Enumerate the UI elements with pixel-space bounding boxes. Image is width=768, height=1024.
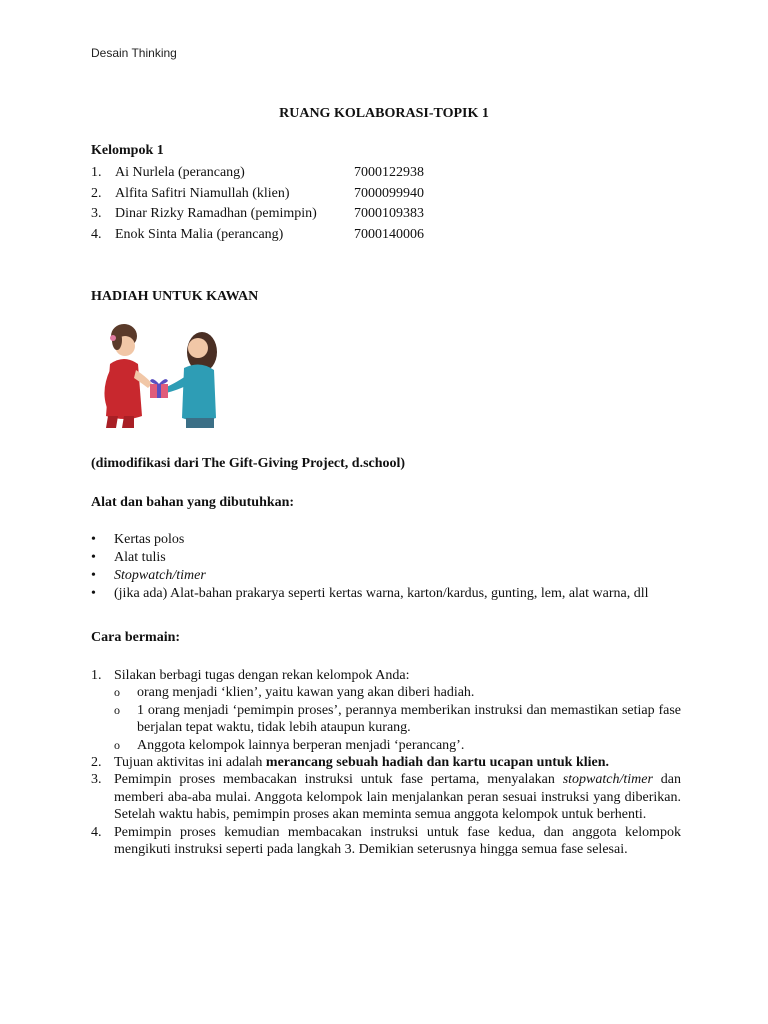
step-number: 3.	[91, 772, 102, 788]
member-id: 7000122938	[354, 165, 424, 180]
bullet-marker: •	[91, 532, 96, 547]
step-text-bold: merancang sebuah hadiah dan kartu ucapan untuk klien.	[265, 755, 610, 771]
member-number: 1.	[91, 165, 102, 180]
member-number: 2.	[91, 185, 102, 201]
sub-item-text: 1 orang menjadi ‘pemimpin proses’, perannya memberikan instruksi dan memastikan setiap fase berjalan tepat waktu, tidak lebih ataupun kurang.	[137, 702, 681, 736]
member-number: 4.	[91, 227, 102, 243]
list-item	[91, 585, 681, 603]
steps-list	[91, 667, 681, 858]
member-name: Dinar Rizky Ramadhan (pemimpin)	[115, 206, 317, 222]
step-item	[91, 824, 681, 859]
step-text-after: dan memberi aba-aba mulai. Anggota kelompok lain menjalankan peran sesuai instruksi yang diberikan. Setelah waktu habis, pemimpin proses akan meminta semua anggota kelompok untuk berhenti.	[114, 772, 681, 823]
source-credit: (dimodifikasi dari The Gift-Giving Project, d.school)	[91, 456, 406, 471]
step-item	[91, 771, 681, 823]
member-row	[91, 225, 491, 246]
sub-marker: o	[114, 702, 120, 717]
section-title: HADIAH UNTUK KAWAN	[91, 289, 259, 304]
sub-item	[114, 684, 681, 701]
bullet-marker: •	[91, 568, 96, 583]
member-row	[91, 204, 491, 225]
member-name: Alfita Safitri Niamullah (klien)	[115, 185, 290, 201]
member-row	[91, 163, 491, 184]
member-id: 7000109383	[354, 206, 424, 222]
step-item	[91, 754, 681, 771]
gift-giving-illustration	[88, 318, 228, 435]
sub-item	[114, 737, 681, 754]
sub-marker: o	[114, 685, 120, 700]
list-item-text: Stopwatch/timer	[114, 568, 206, 583]
tools-heading: Alat dan bahan yang dibutuhkan:	[91, 495, 295, 510]
sub-item-text: orang menjadi ‘klien’, yaitu kawan yang akan diberi hadiah.	[137, 685, 475, 701]
member-name: Ai Nurlela (perancang)	[115, 165, 245, 180]
member-list	[91, 163, 491, 246]
sub-marker: o	[114, 737, 120, 752]
step-text: Tujuan aktivitas ini adalah	[114, 755, 266, 771]
list-item	[91, 567, 681, 585]
sub-item-text: Anggota kelompok lainnya berperan menjadi ‘perancang’.	[137, 737, 465, 753]
step-text: Pemimpin proses membacakan instruksi untuk fase pertama, menyalakan	[114, 772, 563, 788]
list-item-text: (jika ada) Alat-bahan prakarya seperti kertas warna, karton/kardus, gunting, lem, alat warna, dll	[114, 586, 649, 601]
bullet-marker: •	[91, 550, 96, 565]
step-text: Pemimpin proses kemudian membacakan instruksi untuk fase kedua, dan anggota kelompok mengikuti instruksi seperti pada langkah 3. Demikian seterusnya hingga semua fase selesai.	[114, 824, 681, 858]
list-item-text: Alat tulis	[114, 550, 166, 565]
step-number: 1.	[91, 668, 102, 683]
step-text: Silakan berbagi tugas dengan rekan kelompok Anda:	[114, 668, 410, 683]
member-row	[91, 184, 491, 205]
page-title: RUANG KOLABORASI-TOPIK 1	[279, 106, 489, 121]
member-number: 3.	[91, 206, 102, 222]
list-item	[91, 549, 681, 567]
sub-item	[114, 702, 681, 737]
how-to-play-heading: Cara bermain:	[91, 630, 181, 645]
member-name: Enok Sinta Malia (perancang)	[115, 227, 284, 243]
step-item	[91, 667, 681, 754]
group-title: Kelompok 1	[91, 143, 164, 158]
running-header: Desain Thinking	[91, 46, 177, 60]
member-id: 7000140006	[354, 227, 424, 243]
list-item	[91, 531, 681, 549]
step-number: 2.	[91, 755, 102, 771]
bullet-marker: •	[91, 586, 96, 601]
step-number: 4.	[91, 824, 102, 840]
step-text-italic: stopwatch/timer	[562, 772, 653, 788]
list-item-text: Kertas polos	[114, 532, 185, 547]
tools-list	[91, 531, 681, 603]
member-id: 7000099940	[354, 185, 424, 201]
